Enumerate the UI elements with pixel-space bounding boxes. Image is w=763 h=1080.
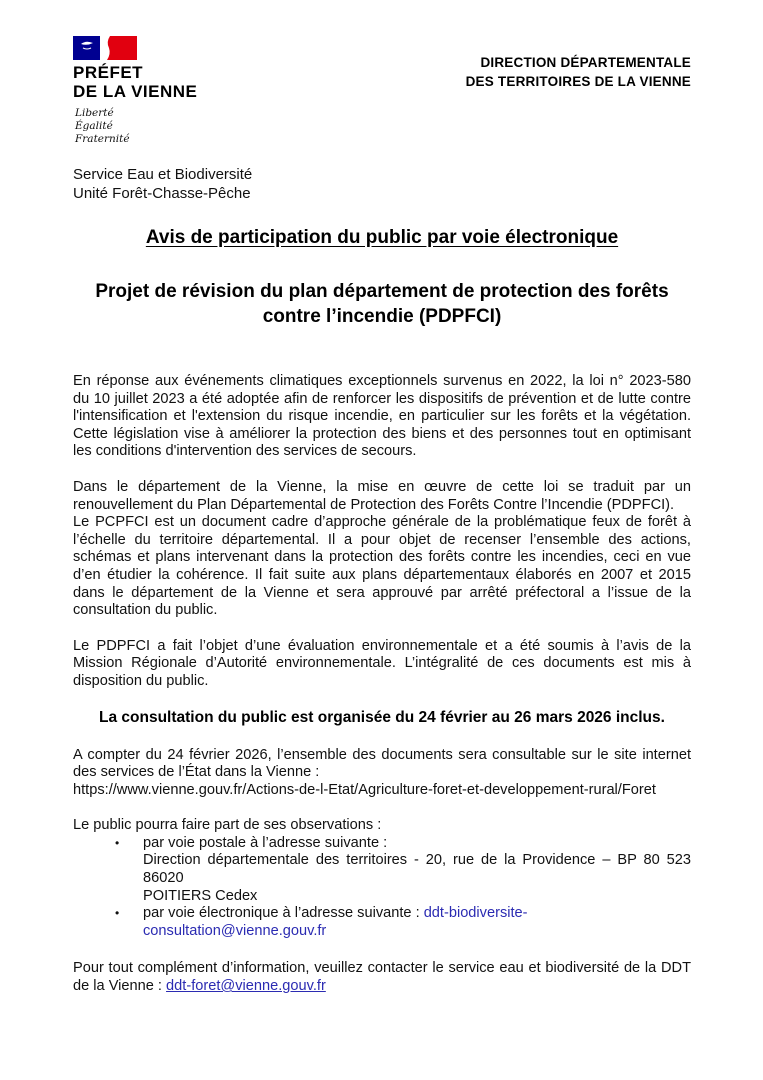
- closing-text: Pour tout complément d’information, veuillez contacter le service eau et biodiversité de la DDT de la Vienne :: [73, 960, 691, 995]
- bullet-postal-content: [143, 835, 691, 905]
- direction-line-2: DES TERRITOIRES DE LA VIENNE: [465, 74, 691, 89]
- closing-paragraph: [73, 960, 691, 995]
- bullet-icon: •: [115, 906, 120, 921]
- motto-liberte: Liberté: [75, 107, 114, 119]
- prefect-line-2: DE LA VIENNE: [73, 82, 198, 101]
- postal-address-line-2: POITIERS Cedex: [143, 887, 258, 904]
- contact-email-link[interactable]: ddt-foret@vienne.gouv.fr: [166, 978, 326, 995]
- bullet-postal-label: par voie postale à l’adresse suivante :: [143, 834, 388, 851]
- project-title: Projet de révision du plan département de protection des forêts contre l’incendie (PDPFCI): [95, 281, 669, 327]
- motto-fraternite: Fraternité: [75, 133, 130, 145]
- paragraph-plan: [73, 479, 691, 620]
- prefect-name: [73, 63, 293, 101]
- bullet-icon: •: [115, 835, 120, 850]
- direction-line-1: DIRECTION DÉPARTEMENTALE: [480, 55, 691, 70]
- prefect-line-1: PRÉFET: [73, 63, 144, 82]
- consultation-dates-statement: La consultation du public est organisée du 24 février au 26 mars 2026 inclus.: [99, 708, 665, 726]
- postal-address-line-1: Direction départementale des territoires - 20, rue de la Providence – BP 80 523 86020: [143, 852, 691, 887]
- observations-section: [73, 817, 691, 940]
- paragraph-documents-online: [73, 747, 691, 800]
- paragraph-evaluation: Le PDPFCI a fait l’objet d’une évaluation environnementale et a été soumis à l’avis de la Mission Régionale d’Autorité environnementale. L’intégralité de ces documents est mis à disposition du public.: [73, 637, 691, 689]
- bullet-postal: [73, 835, 691, 905]
- prefect-logo-block: [73, 35, 293, 146]
- paragraph-documents-online-text: A compter du 24 février 2026, l’ensemble des documents sera consultable sur le site internet des services de l’État dans la Vienne :: [73, 746, 691, 781]
- direction-header: [466, 53, 691, 91]
- paragraph-plan-part1: Dans le département de la Vienne, la mise en œuvre de cette loi se traduit par un renouvellement du Plan Départemental de Protection des Forêts Contre l’Incendie (PDPFCI).: [73, 478, 691, 513]
- republic-motto: [73, 107, 293, 146]
- bullet-electronic-label: par voie électronique à l’adresse suivante :: [143, 905, 424, 922]
- bullet-electronic-content: [143, 905, 691, 940]
- bullet-electronic: [73, 905, 691, 940]
- motto-egalite: Égalité: [75, 120, 113, 132]
- observations-intro: Le public pourra faire part de ses observations :: [73, 817, 382, 834]
- paragraph-context: En réponse aux événements climatiques exceptionnels survenus en 2022, la loi n° 2023-580 du 10 juillet 2023 a été adoptée afin de renforcer les dispositifs de prévention et de lutte contre l'intensification et l'extension du risque incendie, en particulier sur les forêts et la végétation. Cette législation vise à améliorer la protection des biens et des personnes tout en optimisant les conditions d'intervention des services de secours.: [73, 373, 691, 460]
- french-flag-marianne-icon: [73, 35, 141, 61]
- consultation-email-link[interactable]: ddt-biodiversite-consultation@vienne.gouv.fr: [143, 905, 528, 939]
- service-line-2: Unité Forêt-Chasse-Pêche: [73, 185, 251, 202]
- service-block: [73, 165, 691, 203]
- paragraph-plan-part2: Le PCPFCI est un document cadre d’approche générale de la problématique feux de forêt à l’échelle du territoire départemental. Il a pour objet de recenser l’ensemble des actions, schémas et plans intervenant dans la protection des forêts contre les incendies, ceci en vue d’en étudier la cohérence. Il fait suite aux plans départementaux élaborés en 2007 et 2015 dans le département de la Vienne et sera approuvé par arrêté préfectoral a l’issue de la consultation du public.: [73, 514, 691, 619]
- document-header: [73, 35, 691, 146]
- notice-title: Avis de participation du public par voie électronique: [145, 227, 619, 248]
- website-url: https://www.vienne.gouv.fr/Actions-de-l-Etat/Agriculture-foret-et-developpement-rural/Foret: [73, 781, 656, 798]
- service-line-1: Service Eau et Biodiversité: [73, 166, 253, 183]
